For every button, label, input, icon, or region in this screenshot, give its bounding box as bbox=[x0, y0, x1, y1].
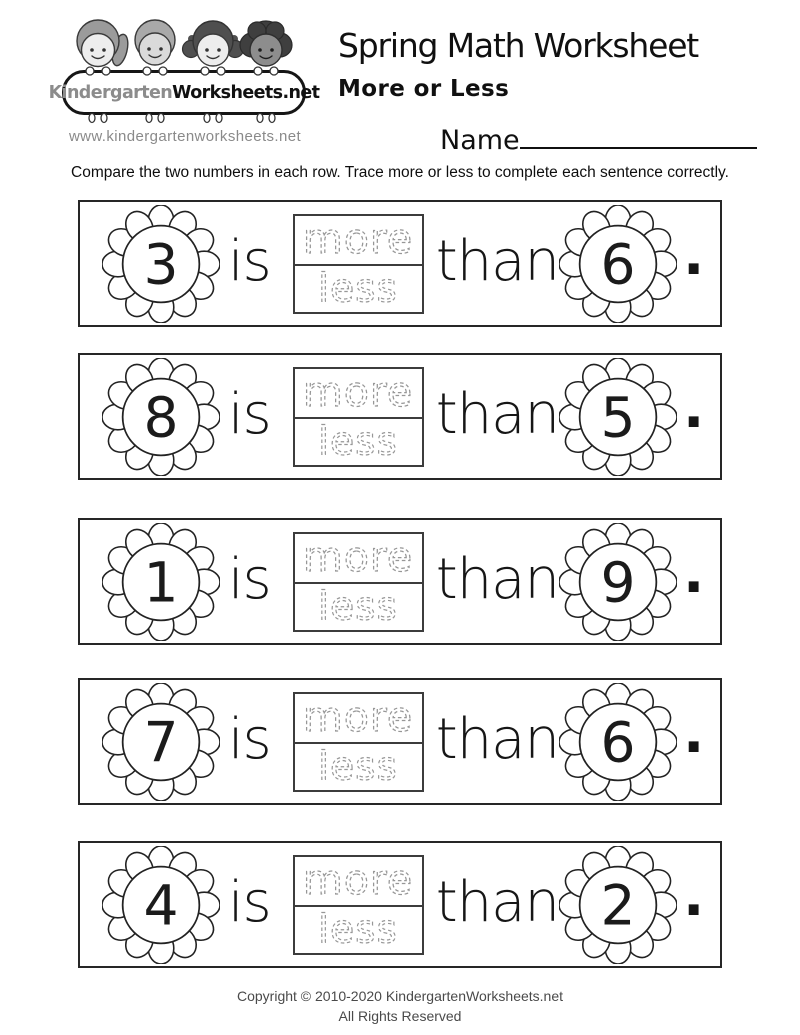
logo-brand-gray: Kindergarten bbox=[48, 82, 173, 103]
rights-text: All Rights Reserved bbox=[338, 1007, 462, 1024]
name-label: Name bbox=[440, 125, 520, 156]
flower-number-right bbox=[559, 683, 677, 801]
trace-word-less[interactable]: less bbox=[317, 584, 398, 630]
sentence-period: . bbox=[683, 376, 704, 441]
trace-less-area[interactable] bbox=[295, 417, 422, 465]
title-block bbox=[338, 26, 698, 102]
trace-word-more[interactable]: more bbox=[302, 216, 413, 263]
right-number: 6 bbox=[600, 232, 636, 297]
trace-less-area[interactable] bbox=[295, 264, 422, 312]
trace-word-less[interactable]: less bbox=[317, 744, 398, 790]
flower-number-right bbox=[559, 358, 677, 476]
trace-word-less[interactable]: less bbox=[317, 907, 398, 953]
trace-word-more[interactable]: more bbox=[302, 857, 413, 904]
flower-number-left bbox=[102, 358, 220, 476]
sentence-period: . bbox=[683, 541, 704, 606]
left-number: 4 bbox=[143, 873, 179, 938]
trace-more-area[interactable] bbox=[295, 857, 422, 905]
name-line bbox=[440, 122, 757, 156]
right-number: 5 bbox=[600, 385, 636, 450]
sentence-period: . bbox=[683, 864, 704, 929]
logo-banner bbox=[48, 70, 320, 115]
worksheet-row-3 bbox=[78, 518, 722, 645]
trace-word-less[interactable]: less bbox=[317, 419, 398, 465]
word-than: than bbox=[435, 382, 559, 447]
left-number: 3 bbox=[143, 232, 179, 297]
more-less-trace-box[interactable] bbox=[293, 855, 424, 955]
flower-number-right bbox=[559, 205, 677, 323]
kid-boy-curly-icon bbox=[240, 21, 292, 66]
trace-word-more[interactable]: more bbox=[302, 694, 413, 741]
trace-less-area[interactable] bbox=[295, 905, 422, 953]
trace-more-area[interactable] bbox=[295, 694, 422, 742]
right-number: 6 bbox=[600, 710, 636, 775]
word-is: is bbox=[228, 870, 271, 935]
logo-url: www.kindergartenworksheets.net bbox=[68, 128, 302, 145]
copyright-text: Copyright © 2010-2020 KindergartenWorksheets.net bbox=[236, 988, 564, 1004]
kid-boy-gray-icon bbox=[135, 20, 175, 65]
page-footer bbox=[0, 987, 800, 1026]
trace-less-area[interactable] bbox=[295, 582, 422, 630]
word-than: than bbox=[435, 870, 559, 935]
trace-word-less[interactable]: less bbox=[317, 266, 398, 312]
flower-number-left bbox=[102, 846, 220, 964]
word-is: is bbox=[228, 229, 271, 294]
word-than: than bbox=[435, 547, 559, 612]
word-than: than bbox=[435, 707, 559, 772]
kid-girl-ponytail-icon bbox=[77, 20, 131, 67]
flower-number-right bbox=[559, 846, 677, 964]
word-than: than bbox=[435, 229, 559, 294]
trace-less-area[interactable] bbox=[295, 742, 422, 790]
flower-number-left bbox=[102, 683, 220, 801]
instructions-text: Compare the two numbers in each row. Trace more or less to complete each sentence correctly. bbox=[71, 164, 729, 181]
worksheet-row-1 bbox=[78, 200, 722, 327]
trace-more-area[interactable] bbox=[295, 216, 422, 264]
more-less-trace-box[interactable] bbox=[293, 214, 424, 314]
flower-number-left bbox=[102, 205, 220, 323]
trace-more-area[interactable] bbox=[295, 369, 422, 417]
worksheet-row-5 bbox=[78, 841, 722, 968]
trace-more-area[interactable] bbox=[295, 534, 422, 582]
flower-number-right bbox=[559, 523, 677, 641]
worksheet-row-2 bbox=[78, 353, 722, 480]
trace-word-more[interactable]: more bbox=[302, 369, 413, 416]
trace-word-more[interactable]: more bbox=[302, 534, 413, 581]
sentence-period: . bbox=[683, 701, 704, 766]
more-less-trace-box[interactable] bbox=[293, 532, 424, 632]
kid-girl-pigtails-icon bbox=[183, 21, 244, 66]
left-number: 8 bbox=[143, 385, 179, 450]
more-less-trace-box[interactable] bbox=[293, 367, 424, 467]
worksheet-row-4 bbox=[78, 678, 722, 805]
right-number: 9 bbox=[600, 550, 636, 615]
left-number: 7 bbox=[143, 710, 179, 775]
word-is: is bbox=[228, 382, 271, 447]
page-title: Spring Math Worksheet bbox=[338, 26, 699, 65]
worksheet-rows bbox=[78, 200, 722, 968]
left-number: 1 bbox=[143, 550, 179, 615]
page-subtitle: More or Less bbox=[338, 76, 510, 102]
more-less-trace-box[interactable] bbox=[293, 692, 424, 792]
name-input-blank[interactable] bbox=[520, 122, 757, 149]
word-is: is bbox=[228, 707, 271, 772]
right-number: 2 bbox=[600, 873, 636, 938]
flower-number-left bbox=[102, 523, 220, 641]
logo-brand-black: Worksheets.net bbox=[172, 82, 320, 103]
sentence-period: . bbox=[683, 223, 704, 288]
word-is: is bbox=[228, 547, 271, 612]
